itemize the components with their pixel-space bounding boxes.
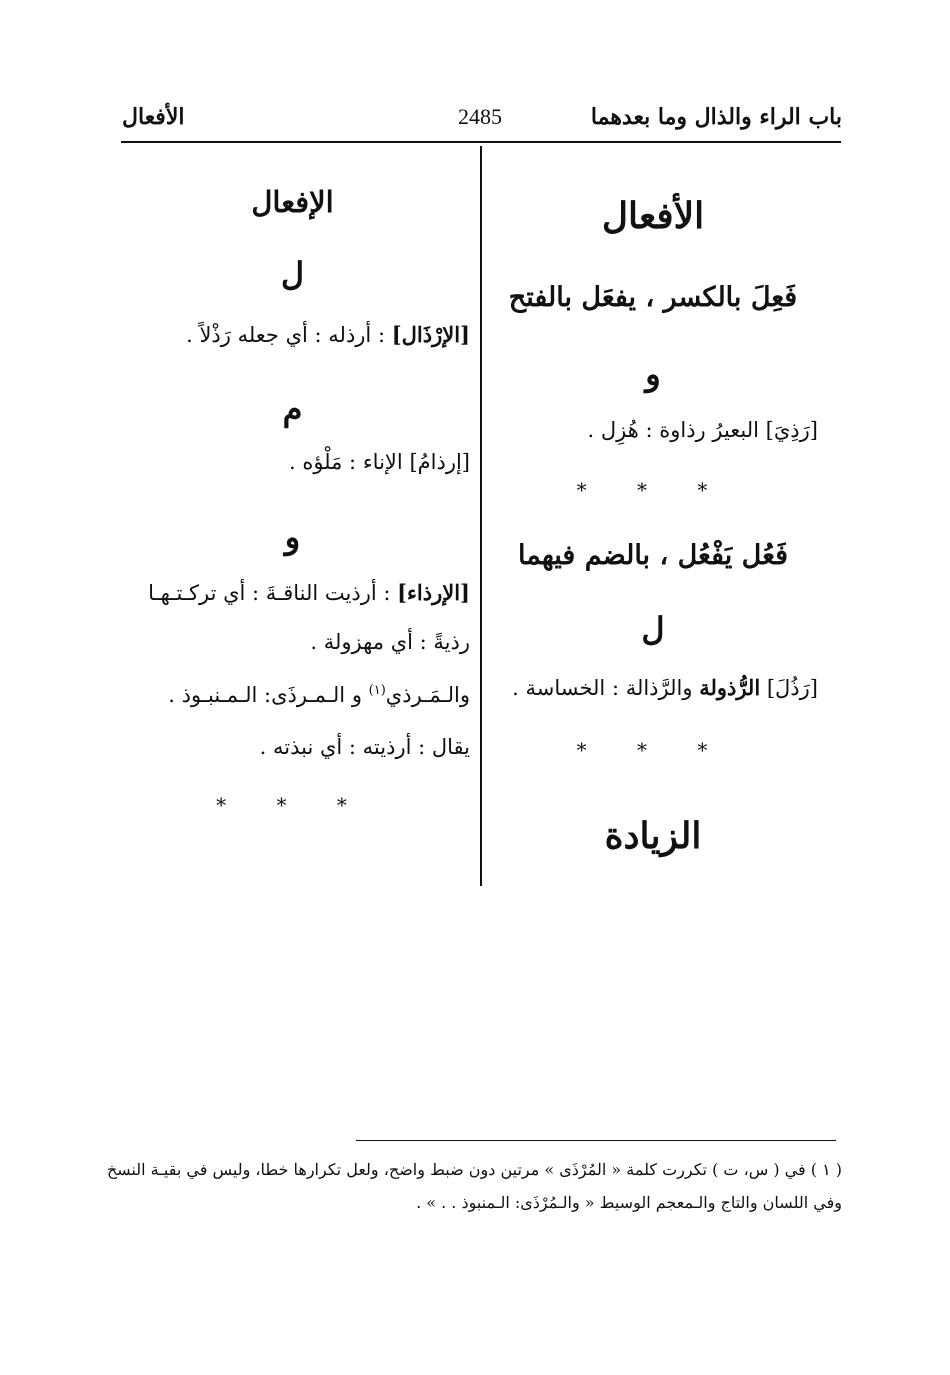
section-separator: * * * xyxy=(576,478,730,502)
entry-irdhal xyxy=(186,322,470,347)
header-rule xyxy=(121,141,841,143)
entry-term: [إرذامُ] xyxy=(409,450,470,474)
footnote-line-2: وفي اللسان والتاج والـمعجم الوسيط « والـمُرْذَى: الـمنبوذ . . » . xyxy=(416,1193,842,1212)
entry-irdha-line4: يقال : أرذيته : أي نبذته . xyxy=(259,735,470,759)
verb-pattern-damma: فَعُل يَفْعُل ، بالضم فيهما xyxy=(517,540,789,571)
section-separator: * * * xyxy=(216,793,369,817)
entry-irdham xyxy=(289,450,470,474)
letter-heading-waw: و xyxy=(645,355,661,393)
page-number: 2485 xyxy=(458,104,502,129)
section-separator: * * * xyxy=(576,738,730,762)
entry-text: والرَّذالة : الخساسة . xyxy=(512,676,693,700)
left-section-title: الإفعال xyxy=(251,185,334,219)
entry-text: و الـمـرذَى: الـمـنبـوذ . xyxy=(168,683,362,707)
next-section-title: الزيادة xyxy=(604,815,702,857)
entry-term: [رَذِيَ] xyxy=(765,418,818,442)
entry-text: : أرذيت الناقـةَ : أي تركـتـهـا xyxy=(148,581,391,605)
letter-heading-mim: م xyxy=(282,390,303,428)
verb-pattern-kasra: فَعِلَ بالكسر ، يفعَل بالفتح xyxy=(508,282,798,313)
entry-text: والـمَـرذي xyxy=(385,683,470,707)
entry-term: [الإرذاء] xyxy=(397,580,470,605)
entry-irdha-line2: رذيةً : أي مهزولة . xyxy=(310,630,470,654)
entry-radhiya xyxy=(588,418,818,442)
entry-text: الإناء : مَلْؤه . xyxy=(288,450,403,474)
entry-bold-term: الرُّذولة xyxy=(699,675,761,700)
header-section-title: الأفعال xyxy=(122,104,185,130)
entry-term: [رَذُلَ] xyxy=(766,676,818,700)
entry-radhula xyxy=(512,675,818,700)
entry-term: [الإرْذَال] xyxy=(391,322,470,347)
letter-heading-lam: ل xyxy=(641,610,665,648)
footnote-rule xyxy=(356,1140,836,1141)
header-chapter-title: باب الراء والذال وما بعدهما xyxy=(590,104,842,130)
footnote-reference: (١) xyxy=(368,683,386,698)
footnote-line-1: ( ١ ) في ( س، ت ) تكررت كلمة « المُرْذَى » مرتين دون ضبط واضح، ولعل تكرارها خطا، وليس في بقيـة النسخ xyxy=(106,1160,842,1179)
right-section-title: الأفعال xyxy=(601,195,705,237)
entry-text: : أرذله : أي جعله رَذْلاً . xyxy=(186,323,386,347)
column-divider xyxy=(480,146,482,886)
entry-text: البعيرُ رذاوة : هُزِل . xyxy=(587,418,759,442)
entry-irdha-line3 xyxy=(168,683,470,707)
letter-heading-waw: و xyxy=(284,518,301,556)
entry-irdha-line1 xyxy=(148,580,470,605)
letter-heading-lam: ل xyxy=(280,255,305,293)
